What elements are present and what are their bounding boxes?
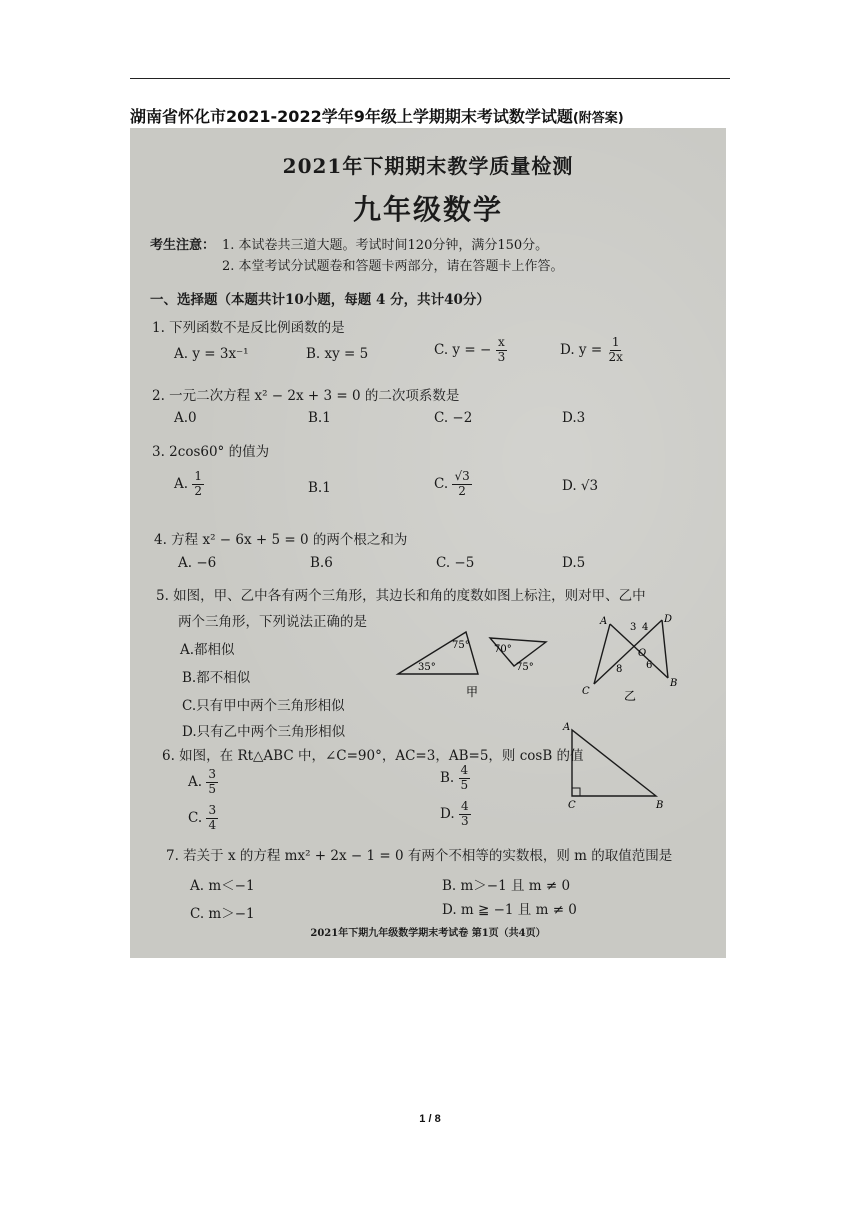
fraction-denominator: 2 — [194, 483, 202, 498]
fraction-numerator: 4 — [460, 799, 469, 813]
q7-option-d: D. m ≧ −1 且 m ≠ 0 — [442, 902, 577, 918]
jia-angle-label-1: 75° — [452, 640, 470, 651]
q1-option-d — [560, 336, 625, 365]
page-number: 1 / 8 — [419, 1113, 441, 1125]
q1-option-a: A. y = 3x⁻¹ — [174, 346, 249, 362]
q1-option-c-prefix: C. y = − — [434, 341, 492, 358]
jia-angle-label-2: 35° — [418, 662, 436, 673]
q1-option-d-prefix: D. y = — [560, 341, 603, 358]
q6-option-b-prefix: B. — [440, 769, 455, 786]
fraction-numerator: 3 — [208, 767, 216, 781]
fraction-denominator: 4 — [208, 817, 217, 832]
yi-length-6: 6 — [646, 660, 653, 671]
exam-header: 2021年下期期末教学质量检测 — [282, 154, 574, 178]
jia-angle-label-4: 75° — [516, 662, 534, 673]
q7-option-b: B. m＞−1 且 m ≠ 0 — [442, 878, 571, 894]
q7-stem: 7. 若关于 x 的方程 mx² + 2x − 1 = 0 有两个不相等的实数根，则 m 的取值范围是 — [166, 848, 673, 864]
q2-option-d: D.3 — [562, 410, 586, 426]
jia-angle-label-3: 70° — [494, 644, 512, 655]
q6-stem: 6. 如图，在 Rt△ABC 中，∠C=90°，AC=3，AB=5，则 cosB 的值 — [162, 748, 584, 764]
q3-stem: 3. 2cos60° 的值为 — [152, 444, 270, 460]
yi-segment-ac — [594, 624, 610, 684]
q5-option-d: D.只有乙中两个三角形相似 — [182, 724, 346, 740]
q1-option-c — [434, 336, 507, 365]
fraction-numerator: 4 — [460, 763, 469, 777]
jia-triangle-1 — [398, 632, 478, 674]
q5-option-b: B.都不相似 — [182, 670, 251, 686]
fraction-numerator: 1 — [611, 335, 620, 349]
q6-option-d — [440, 800, 471, 829]
q6-option-a — [188, 768, 218, 797]
q7-option-a: A. m＜−1 — [190, 878, 255, 894]
q5-figure-yi — [576, 610, 686, 706]
yi-point-a: A — [600, 616, 608, 627]
yi-point-d: D — [664, 614, 673, 625]
q6-option-a-fraction — [206, 768, 218, 797]
q3-option-a — [174, 470, 204, 499]
fraction-denominator: 3 — [460, 813, 469, 828]
q4-stem: 4. 方程 x² − 6x + 5 = 0 的两个根之和为 — [154, 532, 408, 548]
q1-option-c-fraction — [496, 336, 508, 365]
q5-figure-jia — [394, 624, 554, 704]
yi-length-4: 4 — [642, 622, 649, 633]
yi-length-8: 8 — [616, 664, 623, 675]
q2-option-a: A.0 — [174, 410, 197, 426]
q5-option-a: A.都相似 — [180, 642, 235, 658]
fraction-numerator: x — [497, 335, 505, 349]
yi-point-c: C — [582, 686, 590, 697]
q3-option-d: D. √3 — [562, 478, 599, 494]
q1-option-d-fraction — [606, 336, 624, 365]
fraction-denominator: 3 — [497, 349, 506, 364]
q3-option-b: B.1 — [308, 480, 331, 496]
q6-figure — [560, 720, 670, 812]
q3-option-c-prefix: C. — [434, 475, 449, 492]
q3-option-c — [434, 470, 472, 499]
q2-option-c: C. −2 — [434, 410, 473, 426]
q6-option-c-prefix: C. — [188, 809, 203, 826]
fraction-numerator: √3 — [454, 469, 470, 483]
yi-caption: 乙 — [624, 689, 637, 703]
q4-option-a: A. −6 — [178, 555, 217, 571]
q6-point-c: C — [568, 800, 576, 811]
exam-page-footer: 2021年下期九年级数学期末考试卷 第1页（共4页） — [310, 928, 546, 939]
document-title-note: (附答案) — [572, 111, 624, 126]
q6-point-a: A — [563, 722, 571, 733]
q3-option-a-fraction — [192, 470, 204, 499]
exam-photo — [130, 128, 726, 958]
fraction-numerator: 3 — [208, 803, 217, 817]
yi-point-o: O — [638, 648, 647, 659]
yi-segment-db — [662, 620, 668, 678]
exam-subject-title: 九年级数学 — [352, 193, 503, 226]
q6-option-d-prefix: D. — [440, 805, 455, 822]
notice-label: 考生注意： — [150, 238, 216, 253]
notice-line-2: 2. 本堂考试分试题卷和答题卡两部分，请在答题卡上作答。 — [222, 259, 564, 274]
notice-line-1: 1. 本试卷共三道大题。考试时间120分钟，满分150分。 — [222, 238, 549, 253]
q1-stem: 1. 下列函数不是反比例函数的是 — [152, 320, 345, 336]
section-heading: 一、选择题（本题共计10小题，每题 4 分，共计40分） — [150, 292, 490, 308]
q4-option-d: D.5 — [562, 555, 586, 571]
q5-option-c: C.只有甲中两个三角形相似 — [182, 698, 345, 714]
q6-point-b: B — [656, 800, 664, 811]
q6-option-d-fraction — [459, 800, 471, 829]
q1-option-b: B. xy = 5 — [306, 346, 369, 362]
fraction-denominator: 5 — [460, 777, 469, 792]
q4-option-c: C. −5 — [436, 555, 475, 571]
q5-stem-line-1: 5. 如图，甲、乙中各有两个三角形，其边长和角的度数如图上标注，则对甲、乙中 — [156, 588, 646, 604]
fraction-denominator: 2x — [608, 349, 623, 364]
fraction-denominator: 5 — [208, 781, 216, 796]
q6-option-b-fraction — [459, 764, 471, 793]
yi-length-3: 3 — [630, 622, 637, 633]
fraction-numerator: 1 — [194, 469, 202, 483]
q2-option-b: B.1 — [308, 410, 331, 426]
q7-option-c: C. m＞−1 — [190, 906, 255, 922]
right-angle-mark — [572, 788, 580, 796]
q6-option-b — [440, 764, 470, 793]
document-title — [130, 104, 624, 127]
q3-option-c-fraction — [452, 470, 471, 499]
q5-stem-line-2: 两个三角形，下列说法正确的是 — [178, 614, 367, 630]
q6-option-c — [188, 804, 218, 833]
yi-segment-dc — [594, 620, 662, 684]
q6-option-a-prefix: A. — [188, 773, 203, 790]
q6-right-triangle — [572, 730, 656, 796]
document-title-text: 湖南省怀化市2021-2022学年9年级上学期期末考试数学试题 — [130, 107, 573, 126]
fraction-denominator: 2 — [458, 483, 466, 498]
q3-option-a-prefix: A. — [174, 475, 189, 492]
jia-caption: 甲 — [466, 685, 479, 699]
q6-option-c-fraction — [206, 804, 218, 833]
q2-stem: 2. 一元二次方程 x² − 2x + 3 = 0 的二次项系数是 — [152, 388, 460, 404]
q4-option-b: B.6 — [310, 555, 333, 571]
header-rule — [130, 78, 730, 79]
yi-point-b: B — [670, 678, 678, 689]
